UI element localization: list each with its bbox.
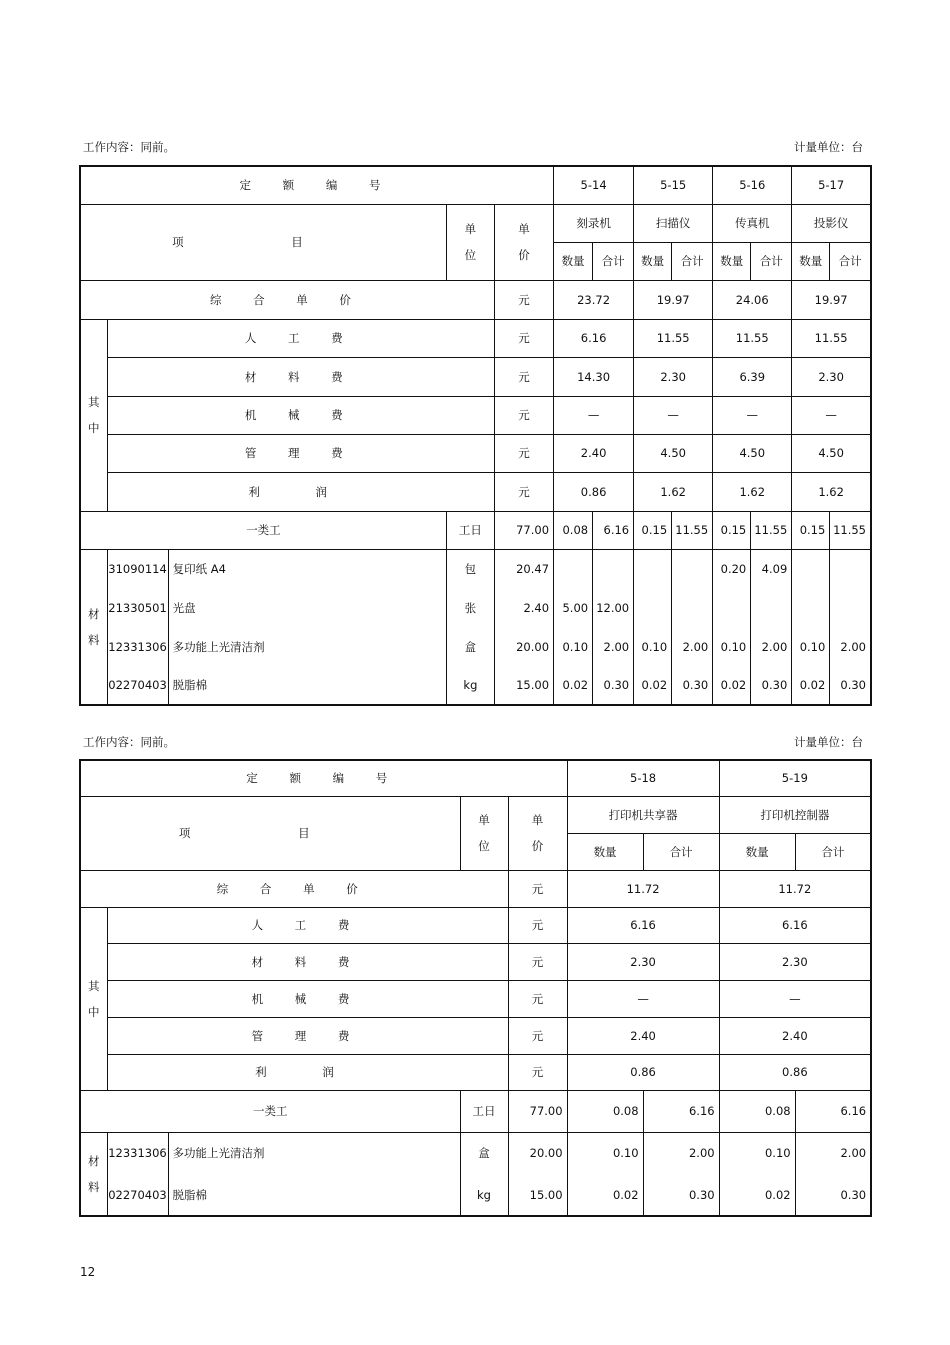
quota-code: 5-18	[567, 760, 719, 796]
material-cell	[672, 588, 713, 627]
page-number: 12	[80, 1265, 96, 1279]
sub-row-value: —	[792, 396, 871, 434]
material-cell	[634, 588, 672, 627]
quota-code: 5-19	[719, 760, 871, 796]
material-cell: 5.00	[554, 588, 593, 627]
material-cell	[672, 549, 713, 588]
sub-row-unit: 元	[508, 943, 567, 980]
material-cell: 0.30	[643, 1174, 719, 1216]
work-content-label: 工作内容：同前。	[83, 140, 175, 154]
sub-row-value: 0.86	[719, 1054, 871, 1090]
sub-row-value: 6.39	[713, 357, 792, 396]
composite-price: 11.72	[719, 870, 871, 907]
sub-row-unit: 元	[508, 1054, 567, 1090]
labor-cell: 0.08	[719, 1090, 795, 1132]
sub-row-label: 人 工 费	[107, 907, 508, 943]
material-cell: 0.02	[719, 1174, 795, 1216]
material-cell	[792, 549, 830, 588]
composite-price: 19.97	[634, 280, 713, 319]
sub-row-value: 14.30	[554, 357, 634, 396]
sub-row-unit: 元	[494, 434, 553, 472]
composite-price: 11.72	[567, 870, 719, 907]
material-code: 02270403	[107, 666, 168, 705]
sub-row-value: 2.40	[567, 1017, 719, 1054]
composite-price: 19.97	[792, 280, 871, 319]
material-code: 12331306	[107, 1132, 168, 1174]
labor-price: 77.00	[494, 511, 553, 549]
item-label: 项 目	[80, 204, 446, 280]
material-cell: 0.20	[713, 549, 751, 588]
item-name: 传真机	[713, 204, 792, 242]
price-column-header: 单 价	[508, 796, 567, 870]
sub-row-value: 2.30	[567, 943, 719, 980]
material-cell: 0.30	[795, 1174, 871, 1216]
material-cell: 0.02	[634, 666, 672, 705]
material-cell	[554, 549, 593, 588]
material-cell	[593, 549, 634, 588]
material-cell	[792, 588, 830, 627]
materials-label: 材 料	[80, 1132, 107, 1216]
total-header: 合计	[643, 833, 719, 870]
sub-row-label: 利 润	[107, 472, 494, 511]
material-cell: 0.02	[567, 1174, 643, 1216]
quota-table-1	[79, 165, 872, 706]
sub-row-value: 4.50	[713, 434, 792, 472]
sub-row-unit: 元	[494, 319, 553, 357]
labor-cell: 11.55	[751, 511, 792, 549]
material-cell: 0.30	[751, 666, 792, 705]
quota-code: 5-14	[554, 166, 634, 204]
material-code: 12331306	[107, 627, 168, 666]
sub-row-value: 0.86	[554, 472, 634, 511]
composite-price-unit: 元	[494, 280, 553, 319]
material-name: 复印纸 A4	[168, 549, 446, 588]
labor-price: 77.00	[508, 1090, 567, 1132]
sub-row-value: —	[713, 396, 792, 434]
among-label: 其 中	[80, 319, 107, 511]
material-cell: 0.02	[792, 666, 830, 705]
labor-cell: 0.15	[634, 511, 672, 549]
material-name: 脱脂棉	[168, 1174, 460, 1216]
labor-cell: 6.16	[643, 1090, 719, 1132]
quota-table-2	[79, 759, 872, 1217]
qty-header: 数量	[792, 242, 830, 280]
sub-row-label: 机 械 费	[107, 396, 494, 434]
item-label: 项 目	[80, 796, 460, 870]
unit-column-header: 单 位	[460, 796, 508, 870]
material-cell: 2.00	[751, 627, 792, 666]
qty-header: 数量	[567, 833, 643, 870]
material-cell	[751, 588, 792, 627]
sub-row-value: 2.30	[719, 943, 871, 980]
sub-row-value: 0.86	[567, 1054, 719, 1090]
labor-cell: 0.08	[554, 511, 593, 549]
sub-row-label: 利 润	[107, 1054, 508, 1090]
sub-row-value: 2.40	[719, 1017, 871, 1054]
code-label: 定 额 编 号	[80, 166, 554, 204]
material-name: 光盘	[168, 588, 446, 627]
material-cell: 0.02	[713, 666, 751, 705]
sub-row-unit: 元	[494, 357, 553, 396]
price-column-header: 单 价	[494, 204, 553, 280]
sub-row-value: 1.62	[792, 472, 871, 511]
material-price: 15.00	[494, 666, 553, 705]
material-name: 多功能上光清洁剂	[168, 1132, 460, 1174]
material-cell: 0.10	[567, 1132, 643, 1174]
section1-meta	[83, 139, 863, 155]
labor-cell: 0.08	[567, 1090, 643, 1132]
sub-row-value: 2.30	[634, 357, 713, 396]
sub-row-label: 材 料 费	[107, 943, 508, 980]
material-cell: 0.10	[554, 627, 593, 666]
material-cell: 2.00	[795, 1132, 871, 1174]
quota-code: 5-16	[713, 166, 792, 204]
quota-code: 5-15	[634, 166, 713, 204]
item-name: 打印机控制器	[719, 796, 871, 833]
composite-price-label: 综 合 单 价	[80, 870, 508, 907]
sub-row-label: 管 理 费	[107, 1017, 508, 1054]
material-cell: 0.10	[792, 627, 830, 666]
sub-row-value: 6.16	[554, 319, 634, 357]
total-header: 合计	[795, 833, 871, 870]
item-name: 投影仪	[792, 204, 871, 242]
material-cell: 0.30	[672, 666, 713, 705]
sub-row-label: 材 料 费	[107, 357, 494, 396]
sub-row-unit: 元	[494, 472, 553, 511]
material-unit: kg	[446, 666, 494, 705]
labor-label: 一类工	[80, 511, 446, 549]
material-cell: 0.30	[593, 666, 634, 705]
material-cell: 2.00	[672, 627, 713, 666]
measure-unit-label: 计量单位：台	[794, 735, 863, 749]
material-unit: 盒	[460, 1132, 508, 1174]
section2-meta	[83, 734, 863, 750]
material-price: 20.00	[494, 627, 553, 666]
sub-row-label: 人 工 费	[107, 319, 494, 357]
sub-row-value: 4.50	[634, 434, 713, 472]
sub-row-value: 11.55	[713, 319, 792, 357]
material-unit: 包	[446, 549, 494, 588]
material-cell: 4.09	[751, 549, 792, 588]
sub-row-value: 6.16	[719, 907, 871, 943]
material-price: 15.00	[508, 1174, 567, 1216]
sub-row-value: —	[554, 396, 634, 434]
qty-header: 数量	[634, 242, 672, 280]
material-code: 21330501	[107, 588, 168, 627]
labor-label: 一类工	[80, 1090, 460, 1132]
labor-cell: 0.15	[713, 511, 751, 549]
material-price: 20.00	[508, 1132, 567, 1174]
quota-code: 5-17	[792, 166, 871, 204]
sub-row-value: 11.55	[792, 319, 871, 357]
item-name: 打印机共享器	[567, 796, 719, 833]
labor-cell: 6.16	[795, 1090, 871, 1132]
sub-row-value: 11.55	[634, 319, 713, 357]
material-cell: 0.10	[634, 627, 672, 666]
material-price: 20.47	[494, 549, 553, 588]
sub-row-value: 2.40	[554, 434, 634, 472]
material-cell: 0.10	[719, 1132, 795, 1174]
material-cell: 2.00	[593, 627, 634, 666]
sub-row-unit: 元	[508, 907, 567, 943]
labor-cell: 11.55	[830, 511, 871, 549]
item-name: 刻录机	[554, 204, 634, 242]
material-name: 多功能上光清洁剂	[168, 627, 446, 666]
sub-row-label: 机 械 费	[107, 980, 508, 1017]
qty-header: 数量	[554, 242, 593, 280]
unit-column-header: 单 位	[446, 204, 494, 280]
among-label: 其 中	[80, 907, 107, 1090]
item-name: 扫描仪	[634, 204, 713, 242]
materials-label: 材 料	[80, 549, 107, 705]
measure-unit-label: 计量单位：台	[794, 140, 863, 154]
material-unit: kg	[460, 1174, 508, 1216]
sub-row-value: 1.62	[634, 472, 713, 511]
material-cell	[830, 549, 871, 588]
labor-cell: 6.16	[593, 511, 634, 549]
material-name: 脱脂棉	[168, 666, 446, 705]
sub-row-label: 管 理 费	[107, 434, 494, 472]
material-unit: 盒	[446, 627, 494, 666]
total-header: 合计	[751, 242, 792, 280]
sub-row-value: 4.50	[792, 434, 871, 472]
material-price: 2.40	[494, 588, 553, 627]
labor-cell: 0.15	[792, 511, 830, 549]
composite-price-label: 综 合 单 价	[80, 280, 494, 319]
sub-row-unit: 元	[508, 980, 567, 1017]
total-header: 合计	[830, 242, 871, 280]
material-code: 02270403	[107, 1174, 168, 1216]
material-code: 31090114	[107, 549, 168, 588]
sub-row-value: —	[634, 396, 713, 434]
material-cell	[634, 549, 672, 588]
material-unit: 张	[446, 588, 494, 627]
material-cell	[713, 588, 751, 627]
labor-cell: 11.55	[672, 511, 713, 549]
sub-row-value: —	[719, 980, 871, 1017]
labor-unit: 工日	[460, 1090, 508, 1132]
sub-row-value: 1.62	[713, 472, 792, 511]
qty-header: 数量	[719, 833, 795, 870]
total-header: 合计	[593, 242, 634, 280]
material-cell	[830, 588, 871, 627]
sub-row-unit: 元	[508, 1017, 567, 1054]
composite-price-unit: 元	[508, 870, 567, 907]
qty-header: 数量	[713, 242, 751, 280]
labor-unit: 工日	[446, 511, 494, 549]
material-cell: 2.00	[643, 1132, 719, 1174]
material-cell: 0.02	[554, 666, 593, 705]
total-header: 合计	[672, 242, 713, 280]
material-cell: 0.10	[713, 627, 751, 666]
sub-row-unit: 元	[494, 396, 553, 434]
sub-row-value: 2.30	[792, 357, 871, 396]
sub-row-value: —	[567, 980, 719, 1017]
composite-price: 23.72	[554, 280, 634, 319]
material-cell: 0.30	[830, 666, 871, 705]
material-cell: 12.00	[593, 588, 634, 627]
composite-price: 24.06	[713, 280, 792, 319]
sub-row-value: 6.16	[567, 907, 719, 943]
material-cell: 2.00	[830, 627, 871, 666]
work-content-label: 工作内容：同前。	[83, 735, 175, 749]
code-label: 定 额 编 号	[80, 760, 567, 796]
